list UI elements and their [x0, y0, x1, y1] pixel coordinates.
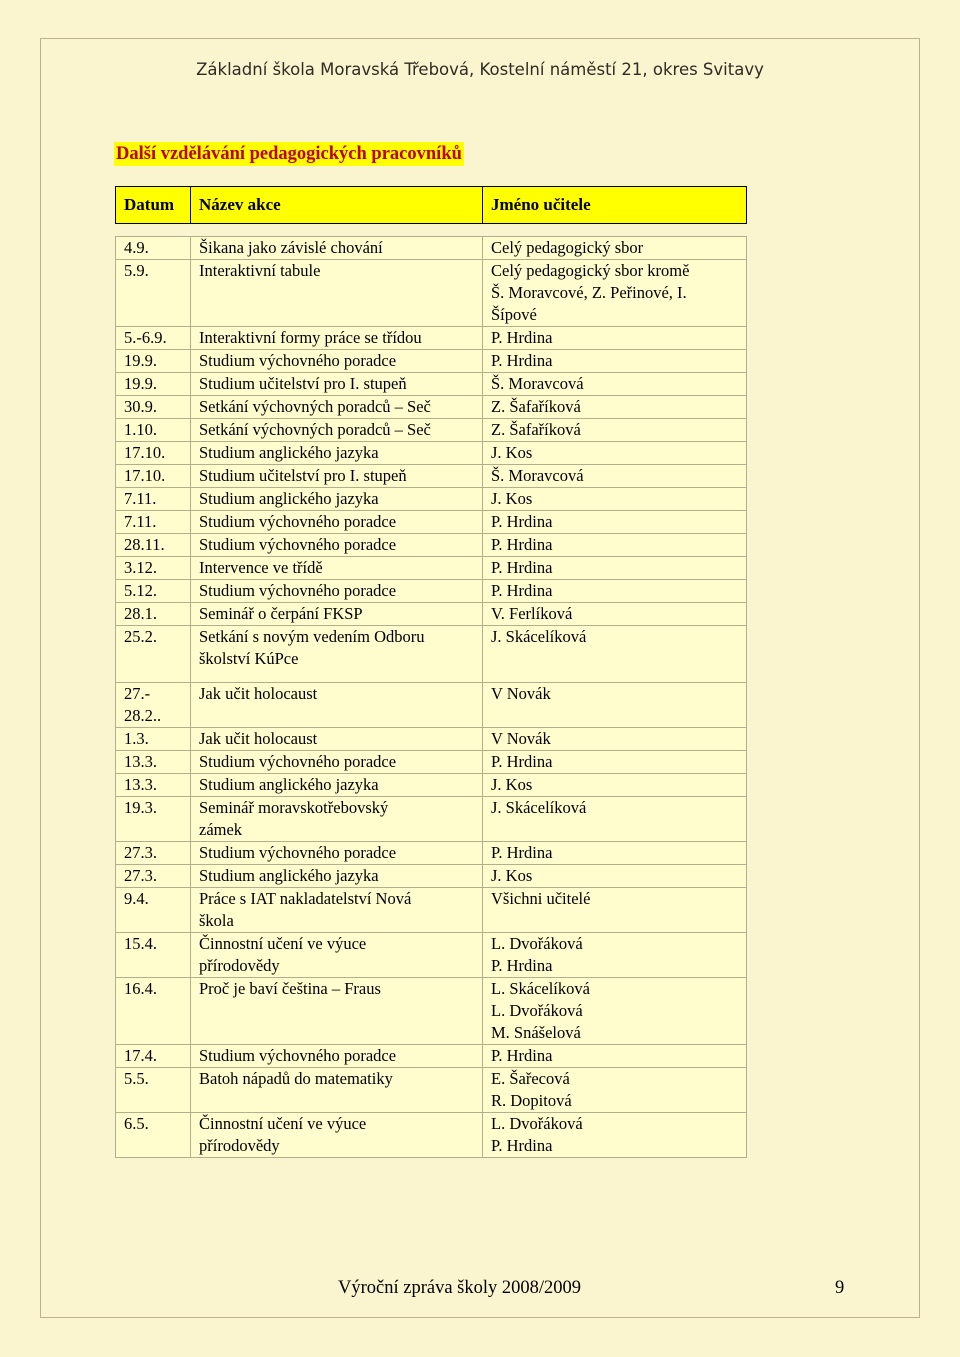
- event-cell-line: škola: [199, 911, 234, 930]
- event-cell: [191, 327, 483, 350]
- date-cell: [116, 1045, 191, 1068]
- date-cell: [116, 237, 191, 260]
- teacher-cell: [483, 442, 747, 465]
- table-row: [116, 1068, 747, 1113]
- teacher-cell-line: P. Hrdina: [491, 956, 553, 975]
- teacher-cell-line: P. Hrdina: [491, 558, 553, 577]
- teacher-cell-line: Celý pedagogický sbor: [491, 238, 644, 257]
- table-row: [116, 465, 747, 488]
- date-cell: [116, 488, 191, 511]
- teacher-cell: [483, 1113, 747, 1158]
- teacher-cell-line: Š. Moravcová: [491, 466, 584, 485]
- event-cell: [191, 1068, 483, 1113]
- date-cell-line: 16.4.: [124, 979, 157, 998]
- teacher-cell: [483, 1045, 747, 1068]
- date-cell-line: 5.-6.9.: [124, 328, 167, 347]
- date-cell: [116, 751, 191, 774]
- event-cell: [191, 1045, 483, 1068]
- teacher-cell: [483, 580, 747, 603]
- date-cell: [116, 842, 191, 865]
- event-cell: [191, 603, 483, 626]
- teacher-cell-line: J. Skácelíková: [491, 627, 587, 646]
- event-cell: [191, 888, 483, 933]
- date-cell-line: 13.3.: [124, 775, 157, 794]
- column-header-teacher: Jméno učitele: [483, 187, 747, 224]
- event-cell: [191, 842, 483, 865]
- table-row: [116, 683, 747, 728]
- event-cell-line: Batoh nápadů do matematiky: [199, 1069, 393, 1088]
- event-cell-line: Jak učit holocaust: [199, 729, 318, 748]
- teacher-cell-line: P. Hrdina: [491, 843, 553, 862]
- teacher-cell: [483, 978, 747, 1045]
- event-cell: [191, 442, 483, 465]
- teacher-cell: [483, 865, 747, 888]
- event-cell-line: Studium anglického jazyka: [199, 443, 379, 462]
- teacher-cell: [483, 888, 747, 933]
- event-cell-line: Studium výchovného poradce: [199, 512, 397, 531]
- event-cell-line: Setkání s novým vedením Odboru: [199, 627, 425, 646]
- event-cell: [191, 488, 483, 511]
- date-cell-line: 6.5.: [124, 1114, 149, 1133]
- teacher-cell: [483, 350, 747, 373]
- date-cell-line: 28.11.: [124, 535, 165, 554]
- table-row: [116, 373, 747, 396]
- teacher-cell: [483, 842, 747, 865]
- event-cell-line: Studium anglického jazyka: [199, 775, 379, 794]
- date-cell-line: 27.3.: [124, 843, 157, 862]
- event-cell-line: Interaktivní formy práce se třídou: [199, 328, 422, 347]
- teacher-cell-line: Š. Moravcové, Z. Peřinové, I.: [491, 283, 687, 302]
- event-cell-line: Studium výchovného poradce: [199, 351, 397, 370]
- teacher-cell-line: P. Hrdina: [491, 351, 553, 370]
- teacher-cell-line: Všichni učitelé: [491, 889, 591, 908]
- date-cell-line: 27.3.: [124, 866, 157, 885]
- event-cell-line: Činnostní učení ve výuce: [199, 1114, 367, 1133]
- date-cell-line: 28.2..: [124, 706, 162, 725]
- event-cell: [191, 683, 483, 728]
- table-row: [116, 728, 747, 751]
- date-cell: [116, 626, 191, 683]
- date-cell: [116, 933, 191, 978]
- page-header: Základní škola Moravská Třebová, Kostelní náměstí 21, okres Svitavy: [196, 60, 764, 79]
- teacher-cell-line: L. Dvořáková: [491, 934, 583, 953]
- table-row: [116, 842, 747, 865]
- teacher-cell-line: M. Snášelová: [491, 1023, 581, 1042]
- teacher-cell-line: Š. Moravcová: [491, 374, 584, 393]
- column-header-date: Datum: [116, 187, 191, 224]
- teacher-cell: [483, 933, 747, 978]
- event-cell: [191, 751, 483, 774]
- date-cell: [116, 728, 191, 751]
- teacher-cell: [483, 488, 747, 511]
- event-cell-line: Setkání výchovných poradců – Seč: [199, 420, 431, 439]
- event-cell-line: Seminář moravskotřebovský: [199, 798, 389, 817]
- teacher-cell: [483, 465, 747, 488]
- teacher-cell: [483, 1068, 747, 1113]
- date-cell-line: 13.3.: [124, 752, 157, 771]
- date-cell-line: 17.10.: [124, 466, 166, 485]
- date-cell: [116, 1068, 191, 1113]
- table-row: [116, 1113, 747, 1158]
- event-cell-line: Studium anglického jazyka: [199, 866, 379, 885]
- date-cell: [116, 557, 191, 580]
- teacher-cell-line: Celý pedagogický sbor kromě: [491, 261, 690, 280]
- page-number: 9: [835, 1278, 845, 1298]
- section-heading: Další vzdělávání pedagogických pracovníků: [116, 144, 462, 164]
- date-cell: [116, 350, 191, 373]
- event-cell-line: Setkání výchovných poradců – Seč: [199, 397, 431, 416]
- event-cell-line: Studium učitelství pro I. stupeň: [199, 374, 407, 393]
- teacher-cell: [483, 557, 747, 580]
- date-cell: [116, 511, 191, 534]
- teacher-cell-line: P. Hrdina: [491, 535, 553, 554]
- event-cell-line: Šikana jako závislé chování: [199, 238, 383, 257]
- date-cell: [116, 327, 191, 350]
- date-cell-line: 19.9.: [124, 374, 157, 393]
- teacher-cell: [483, 751, 747, 774]
- table-row: [116, 534, 747, 557]
- teacher-cell-line: L. Skácelíková: [491, 979, 590, 998]
- date-cell-line: 15.4.: [124, 934, 157, 953]
- teacher-cell: [483, 511, 747, 534]
- teacher-cell: [483, 260, 747, 327]
- date-cell-line: 5.9.: [124, 261, 149, 280]
- table-row: [116, 419, 747, 442]
- date-cell-line: 27.-: [124, 684, 151, 703]
- teacher-cell-line: J. Kos: [491, 443, 533, 462]
- teacher-cell-line: V Novák: [491, 729, 551, 748]
- column-header-event: Název akce: [191, 187, 483, 224]
- date-cell-line: 4.9.: [124, 238, 149, 257]
- teacher-cell-line: Šípové: [491, 305, 537, 324]
- event-cell-line: školství KúPce: [199, 649, 299, 668]
- event-cell: [191, 350, 483, 373]
- teacher-cell: [483, 396, 747, 419]
- event-cell-line: zámek: [199, 820, 243, 839]
- table-row: [116, 933, 747, 978]
- teacher-cell: [483, 797, 747, 842]
- event-cell-line: Studium výchovného poradce: [199, 1046, 397, 1065]
- teacher-cell-line: J. Kos: [491, 775, 533, 794]
- date-cell: [116, 774, 191, 797]
- teacher-cell: [483, 603, 747, 626]
- teacher-cell-line: J. Kos: [491, 489, 533, 508]
- table-row: [116, 865, 747, 888]
- date-cell-line: 5.12.: [124, 581, 157, 600]
- table-row: [116, 797, 747, 842]
- event-cell: [191, 774, 483, 797]
- event-cell: [191, 419, 483, 442]
- event-cell: [191, 396, 483, 419]
- page-footer: Výroční zpráva školy 2008/2009: [338, 1278, 582, 1298]
- event-cell: [191, 728, 483, 751]
- date-cell: [116, 419, 191, 442]
- date-cell-line: 3.12.: [124, 558, 157, 577]
- event-cell: [191, 797, 483, 842]
- date-cell: [116, 683, 191, 728]
- teacher-cell-line: V. Ferlíková: [491, 604, 573, 623]
- event-cell-line: Studium výchovného poradce: [199, 843, 397, 862]
- event-cell: [191, 534, 483, 557]
- event-cell-line: Studium výchovného poradce: [199, 752, 397, 771]
- table-row: [116, 751, 747, 774]
- event-cell-line: Seminář o čerpání FKSP: [199, 604, 363, 623]
- table-body: [116, 224, 747, 1158]
- event-cell: [191, 1113, 483, 1158]
- table-row: [116, 260, 747, 327]
- event-cell: [191, 865, 483, 888]
- teacher-cell: [483, 728, 747, 751]
- teacher-cell-line: E. Šařecová: [491, 1069, 570, 1088]
- event-cell-line: Jak učit holocaust: [199, 684, 318, 703]
- table-header-row: [116, 187, 747, 224]
- date-cell-line: 28.1.: [124, 604, 157, 623]
- teacher-cell-line: Z. Šafaříková: [491, 397, 581, 416]
- teacher-cell-line: L. Dvořáková: [491, 1114, 583, 1133]
- date-cell-line: 30.9.: [124, 397, 157, 416]
- teacher-cell: [483, 373, 747, 396]
- table-row: [116, 557, 747, 580]
- teacher-cell-line: P. Hrdina: [491, 328, 553, 347]
- teacher-cell: [483, 683, 747, 728]
- date-cell: [116, 396, 191, 419]
- teacher-cell-line: P. Hrdina: [491, 512, 553, 531]
- table-row: [116, 396, 747, 419]
- teacher-cell-line: L. Dvořáková: [491, 1001, 583, 1020]
- date-cell-line: 17.10.: [124, 443, 166, 462]
- date-cell-line: 19.9.: [124, 351, 157, 370]
- teacher-cell-line: J. Kos: [491, 866, 533, 885]
- date-cell: [116, 888, 191, 933]
- teacher-cell-line: J. Skácelíková: [491, 798, 587, 817]
- teacher-cell: [483, 774, 747, 797]
- date-cell-line: 5.5.: [124, 1069, 149, 1088]
- date-cell-line: 7.11.: [124, 512, 157, 531]
- event-cell-line: Proč je baví čeština – Fraus: [199, 979, 381, 998]
- table-row: [116, 350, 747, 373]
- table-row: [116, 888, 747, 933]
- event-cell: [191, 260, 483, 327]
- event-cell-line: Studium učitelství pro I. stupeň: [199, 466, 407, 485]
- table-row: [116, 511, 747, 534]
- table-row: [116, 580, 747, 603]
- event-cell-line: Interaktivní tabule: [199, 261, 321, 280]
- event-cell: [191, 373, 483, 396]
- table-row: [116, 442, 747, 465]
- table-row: [116, 603, 747, 626]
- date-cell: [116, 465, 191, 488]
- teacher-cell: [483, 237, 747, 260]
- teacher-cell-line: R. Dopitová: [491, 1091, 572, 1110]
- event-cell-line: přírodovědy: [199, 956, 280, 975]
- date-cell-line: 7.11.: [124, 489, 157, 508]
- teacher-cell: [483, 534, 747, 557]
- header-spacer: [116, 224, 747, 237]
- teacher-cell-line: P. Hrdina: [491, 1046, 553, 1065]
- table-row: [116, 774, 747, 797]
- date-cell-line: 9.4.: [124, 889, 149, 908]
- date-cell-line: 1.3.: [124, 729, 149, 748]
- teacher-cell-line: P. Hrdina: [491, 752, 553, 771]
- date-cell: [116, 534, 191, 557]
- table-row: [116, 327, 747, 350]
- table-row: [116, 488, 747, 511]
- training-table: [115, 186, 747, 1158]
- event-cell: [191, 557, 483, 580]
- event-cell-line: Studium výchovného poradce: [199, 581, 397, 600]
- date-cell: [116, 1113, 191, 1158]
- table-row: [116, 626, 747, 683]
- table-row: [116, 978, 747, 1045]
- event-cell-line: Studium anglického jazyka: [199, 489, 379, 508]
- date-cell: [116, 373, 191, 396]
- event-cell-line: Studium výchovného poradce: [199, 535, 397, 554]
- date-cell-line: 1.10.: [124, 420, 157, 439]
- event-cell-line: Intervence ve třídě: [199, 558, 323, 577]
- teacher-cell: [483, 327, 747, 350]
- teacher-cell: [483, 626, 747, 683]
- teacher-cell-line: P. Hrdina: [491, 581, 553, 600]
- event-cell-line: Činnostní učení ve výuce: [199, 934, 367, 953]
- event-cell: [191, 580, 483, 603]
- date-cell: [116, 603, 191, 626]
- date-cell: [116, 442, 191, 465]
- event-cell: [191, 933, 483, 978]
- date-cell: [116, 797, 191, 842]
- event-cell: [191, 626, 483, 683]
- teacher-cell-line: Z. Šafaříková: [491, 420, 581, 439]
- date-cell-line: 25.2.: [124, 627, 157, 646]
- event-cell: [191, 511, 483, 534]
- date-cell: [116, 260, 191, 327]
- event-cell-line: přírodovědy: [199, 1136, 280, 1155]
- date-cell: [116, 580, 191, 603]
- table-row: [116, 1045, 747, 1068]
- teacher-cell-line: P. Hrdina: [491, 1136, 553, 1155]
- date-cell: [116, 978, 191, 1045]
- date-cell-line: 19.3.: [124, 798, 157, 817]
- event-cell: [191, 978, 483, 1045]
- teacher-cell-line: V Novák: [491, 684, 551, 703]
- date-cell-line: 17.4.: [124, 1046, 157, 1065]
- event-cell-line: Práce s IAT nakladatelství Nová: [199, 889, 412, 908]
- teacher-cell: [483, 419, 747, 442]
- table-row: [116, 237, 747, 260]
- date-cell: [116, 865, 191, 888]
- event-cell: [191, 237, 483, 260]
- event-cell: [191, 465, 483, 488]
